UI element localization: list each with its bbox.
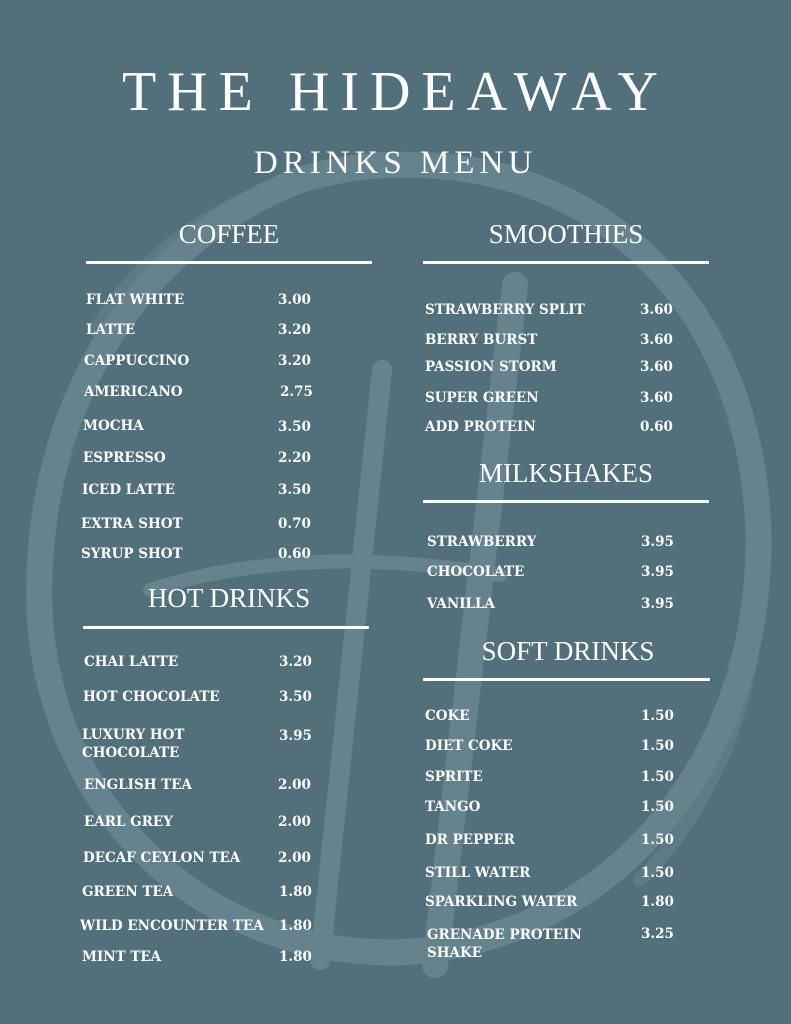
menu-item-name: GREEN TEA xyxy=(82,884,174,900)
menu-item-price: 3.20 xyxy=(278,322,311,338)
menu-item-price: 3.60 xyxy=(640,390,673,406)
menu-item-price: 2.20 xyxy=(278,450,311,466)
menu-item-name: WILD ENCOUNTER TEA xyxy=(80,918,264,934)
menu-item-price: 3.00 xyxy=(278,292,311,308)
menu-item-price: 3.95 xyxy=(641,534,674,550)
menu-item-price: 1.80 xyxy=(279,949,312,965)
menu-item-name: PASSION STORM xyxy=(425,359,557,375)
menu-item-price: 3.50 xyxy=(279,689,312,705)
menu-item-price: 1.80 xyxy=(279,918,312,934)
menu-item-price: 2.00 xyxy=(278,850,311,866)
menu-item-name: DIET COKE xyxy=(425,738,513,754)
menu-item-price: 1.80 xyxy=(279,884,312,900)
menu-item-name: TANGO xyxy=(425,799,481,815)
coffee-heading: COFFEE xyxy=(178,219,280,249)
menu-item-price: 3.20 xyxy=(279,654,312,670)
menu-item-name: DR PEPPER xyxy=(425,832,515,848)
menu-item-name: STILL WATER xyxy=(425,865,531,881)
hot-drinks-divider xyxy=(83,626,369,629)
menu-item-price: 1.50 xyxy=(641,769,674,785)
menu-item-name: DECAF CEYLON TEA xyxy=(83,850,241,866)
soft-drinks-heading: SOFT DRINKS xyxy=(481,636,655,666)
soft-drinks-divider xyxy=(423,678,710,681)
coffee-divider xyxy=(86,261,372,264)
menu-item-name: SUPER GREEN xyxy=(425,390,539,406)
menu-item-price: 3.50 xyxy=(278,482,311,498)
menu-item-price: 1.50 xyxy=(641,708,674,724)
menu-item-name: ENGLISH TEA xyxy=(84,777,192,793)
menu-item-price: 2.00 xyxy=(278,777,311,793)
menu-item-price: 3.60 xyxy=(640,302,673,318)
menu-item-price: 1.80 xyxy=(641,894,674,910)
menu-item-price: 0.60 xyxy=(278,546,311,562)
menu-item-price: 3.60 xyxy=(640,359,673,375)
menu-item-name: AMERICANO xyxy=(84,384,183,400)
menu-item-name: COKE xyxy=(425,708,470,724)
hot-drinks-heading: HOT DRINKS xyxy=(147,583,311,613)
menu-item-name: STRAWBERRY SPLIT xyxy=(425,302,585,318)
menu-item-name: ICED LATTE xyxy=(82,482,175,498)
menu-item-name: CHOCOLATE xyxy=(427,564,525,580)
menu-item-name: SPRITE xyxy=(425,769,483,785)
menu-item-name: BERRY BURST xyxy=(425,332,538,348)
menu-item-name: MOCHA xyxy=(83,418,144,434)
menu-item-name: ADD PROTEIN xyxy=(425,419,536,435)
menu-item-price: 3.25 xyxy=(641,926,674,942)
smoothies-divider xyxy=(423,261,709,264)
menu-item-price: 1.50 xyxy=(641,799,674,815)
menu-item-name: SPARKLING WATER xyxy=(425,894,578,910)
menu-item-name: HOT CHOCOLATE xyxy=(83,689,220,705)
menu-item-price: 3.20 xyxy=(278,353,311,369)
menu-subtitle: DRINKS MENU xyxy=(253,145,538,181)
menu-item-price: 3.95 xyxy=(641,596,674,612)
milkshakes-divider xyxy=(423,500,709,503)
menu-item-name: MINT TEA xyxy=(82,949,162,965)
menu-item-price: 1.50 xyxy=(641,865,674,881)
menu-item-price: 1.50 xyxy=(641,832,674,848)
restaurant-title: THE HIDEAWAY xyxy=(122,61,669,123)
menu-item-name: EXTRA SHOT xyxy=(81,516,183,532)
menu-item-price: 2.00 xyxy=(278,814,311,830)
menu-item-price: 3.95 xyxy=(279,728,312,744)
menu-item-name: VANILLA xyxy=(427,596,496,612)
menu-item-name: EARL GREY xyxy=(84,814,173,830)
menu-item-price: 3.60 xyxy=(640,332,673,348)
menu-item-name: STRAWBERRY xyxy=(427,534,537,550)
menu-item-price: 0.60 xyxy=(640,419,673,435)
menu-item-price: 3.50 xyxy=(278,419,311,435)
menu-item-name: LATTE xyxy=(86,322,136,338)
menu-item-name: FLAT WHITE xyxy=(86,292,185,308)
menu-item-name: LUXURY HOT xyxy=(82,727,185,743)
menu-item-name: CAPPUCCINO xyxy=(84,353,190,369)
menu-item-name-continued: SHAKE xyxy=(427,945,483,961)
menu-item-price: 0.70 xyxy=(278,516,311,532)
menu-item-name: GRENADE PROTEIN xyxy=(427,927,582,943)
milkshakes-heading: MILKSHAKES xyxy=(478,458,653,488)
smoothies-heading: SMOOTHIES xyxy=(488,219,644,249)
menu-item-price: 3.95 xyxy=(641,564,674,580)
menu-item-name: ESPRESSO xyxy=(83,450,166,466)
menu-item-name: CHAI LATTE xyxy=(84,654,179,670)
menu-item-name-continued: CHOCOLATE xyxy=(82,745,180,761)
menu-item-price: 1.50 xyxy=(641,738,674,754)
menu-item-name: SYRUP SHOT xyxy=(81,546,183,562)
menu-item-price: 2.75 xyxy=(280,384,313,400)
